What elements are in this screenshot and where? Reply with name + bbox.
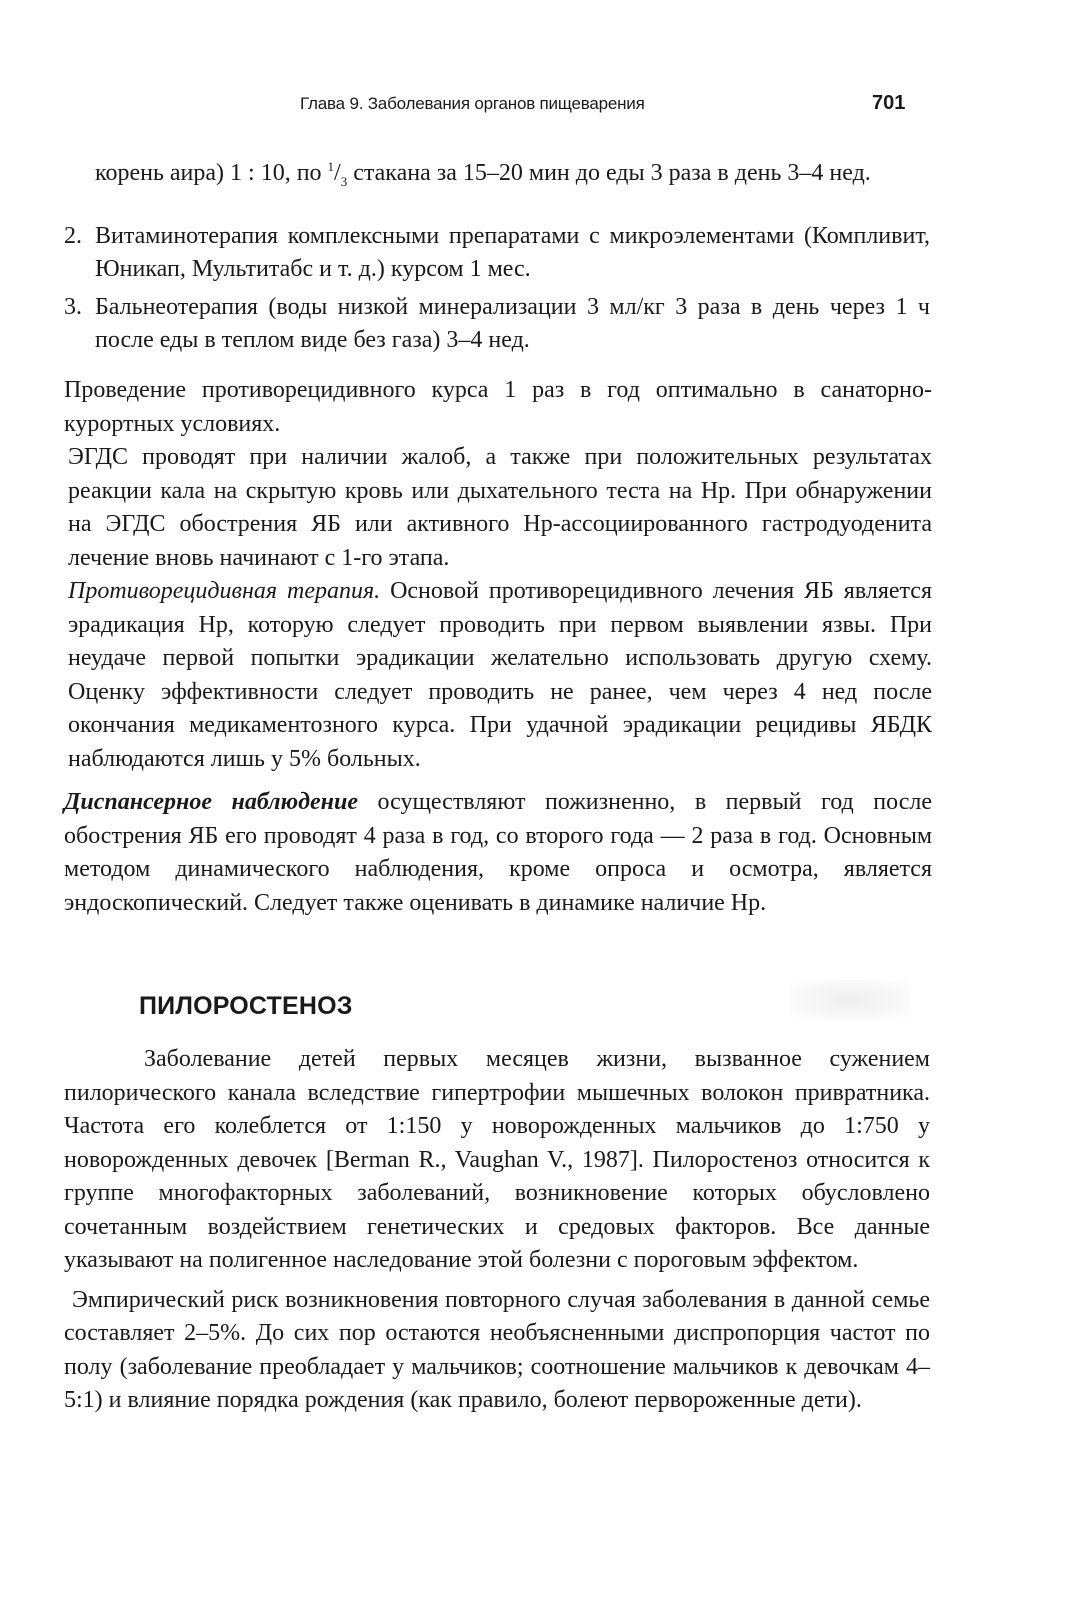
paragraph-pylorostenosis-definition: Заболевание детей первых месяцев жизни, вызванное сужением пилорического канала вследствие гипертрофии мышечных волокон привратника. Частота его колеблется от 1:150 у новорожденных мальчиков до 1:750 у новорожденных девочек [Berman R., Vaughan V., 1987]. Пилоростеноз относится к группе многофакторных заболеваний, возникновение которых обусловлено сочетанным воздействием генетических и средовых факторов. Все данные указывают на полигенное наследование этой болезни с пороговым эффектом.	[64, 1046, 930, 1273]
continuation-part-a: корень аира) 1 : 10, по	[95, 160, 328, 186]
list-item-number: 2.	[64, 223, 82, 249]
paragraph-anti-relapse-therapy	[64, 575, 932, 776]
section-heading: ПИЛОРОСТЕНОЗ	[139, 992, 353, 1020]
dispensary-body: осуществляют пожизненно, в первый год после обострения ЯБ его проводят 4 раза в год, со второго года — 2 раза в год. Основным методом динамического наблюдения, кроме опроса и осмотра, является эндоскопический. Следует также оценивать в динамике наличие Hp.	[64, 789, 933, 916]
dispensary-lead: Диспансерное наблюдение	[64, 789, 358, 815]
section-text-block	[64, 1043, 930, 1418]
paragraph-egds: ЭГДС проводят при наличии жалоб, а также при положительных результатах реакции кала на скрытую кровь или дыхательного теста на Hp. При обнаружении на ЭГДС обострения ЯБ или активного Hp-ассоциированного гастродуоденита лечение вновь начинают с 1-го этапа.	[68, 444, 932, 571]
continuation-text	[95, 150, 930, 198]
fraction-denominator: 3	[340, 173, 348, 189]
paragraph-empirical-risk: Эмпирический риск возникновения повторного случая заболевания в данной семье составляет 2–5%. До сих пор остаются необъясненными диспропорция частот по полу (заболевание преобладает у мальчиков; соотношение мальчиков к девочкам 4–5:1) и влияние порядка рождения (как правило, болеют первороженные дети).	[64, 1286, 930, 1413]
dispensary-text-block	[64, 786, 932, 920]
main-text-block	[64, 374, 932, 776]
numbered-list	[64, 220, 930, 362]
scan-smudge	[790, 980, 910, 1020]
list-item	[64, 220, 930, 286]
list-item-text: Витаминотерапия комплексными препаратами с микроэлементами (Компливит, Юникап, Мультитабс и т. д.) курсом 1 мес.	[95, 223, 930, 282]
continuation-part-b: стакана за 15–20 мин до еды 3 раза в день 3–4 нед.	[347, 160, 871, 186]
running-head: Глава 9. Заболевания органов пищеварения	[300, 94, 645, 113]
paragraph-dispensary	[64, 786, 932, 920]
fraction-one-third	[327, 159, 348, 189]
fraction-slash: /	[334, 160, 341, 186]
list-item-text: Бальнеотерапия (воды низкой минерализации 3 мл/кг 3 раза в день через 1 ч после еды в теплом виде без газа) 3–4 нед.	[95, 294, 930, 353]
list-item-number: 3.	[64, 294, 82, 320]
paragraph-anti-relapse-course: Проведение противорецидивного курса 1 раз в год оптимально в санаторно-курортных условиях.	[64, 377, 932, 437]
list-item	[64, 291, 930, 357]
anti-relapse-therapy-lead: Противорецидивная терапия.	[68, 578, 381, 604]
fraction-numerator: 1	[327, 159, 335, 174]
page-number: 701	[872, 92, 906, 114]
anti-relapse-therapy-body: Основой противорецидивного лечения ЯБ является эрадикация Hp, которую следует проводить при первом выявлении язвы. При неудаче первой попытки эрадикации желательно использовать другую схему. Оценку эффективности следует проводить не ранее, чем через 4 нед после окончания медикаментозного курса. При удачной эрадикации рецидивы ЯБДК наблюдаются лишь у 5% больных.	[68, 578, 932, 772]
